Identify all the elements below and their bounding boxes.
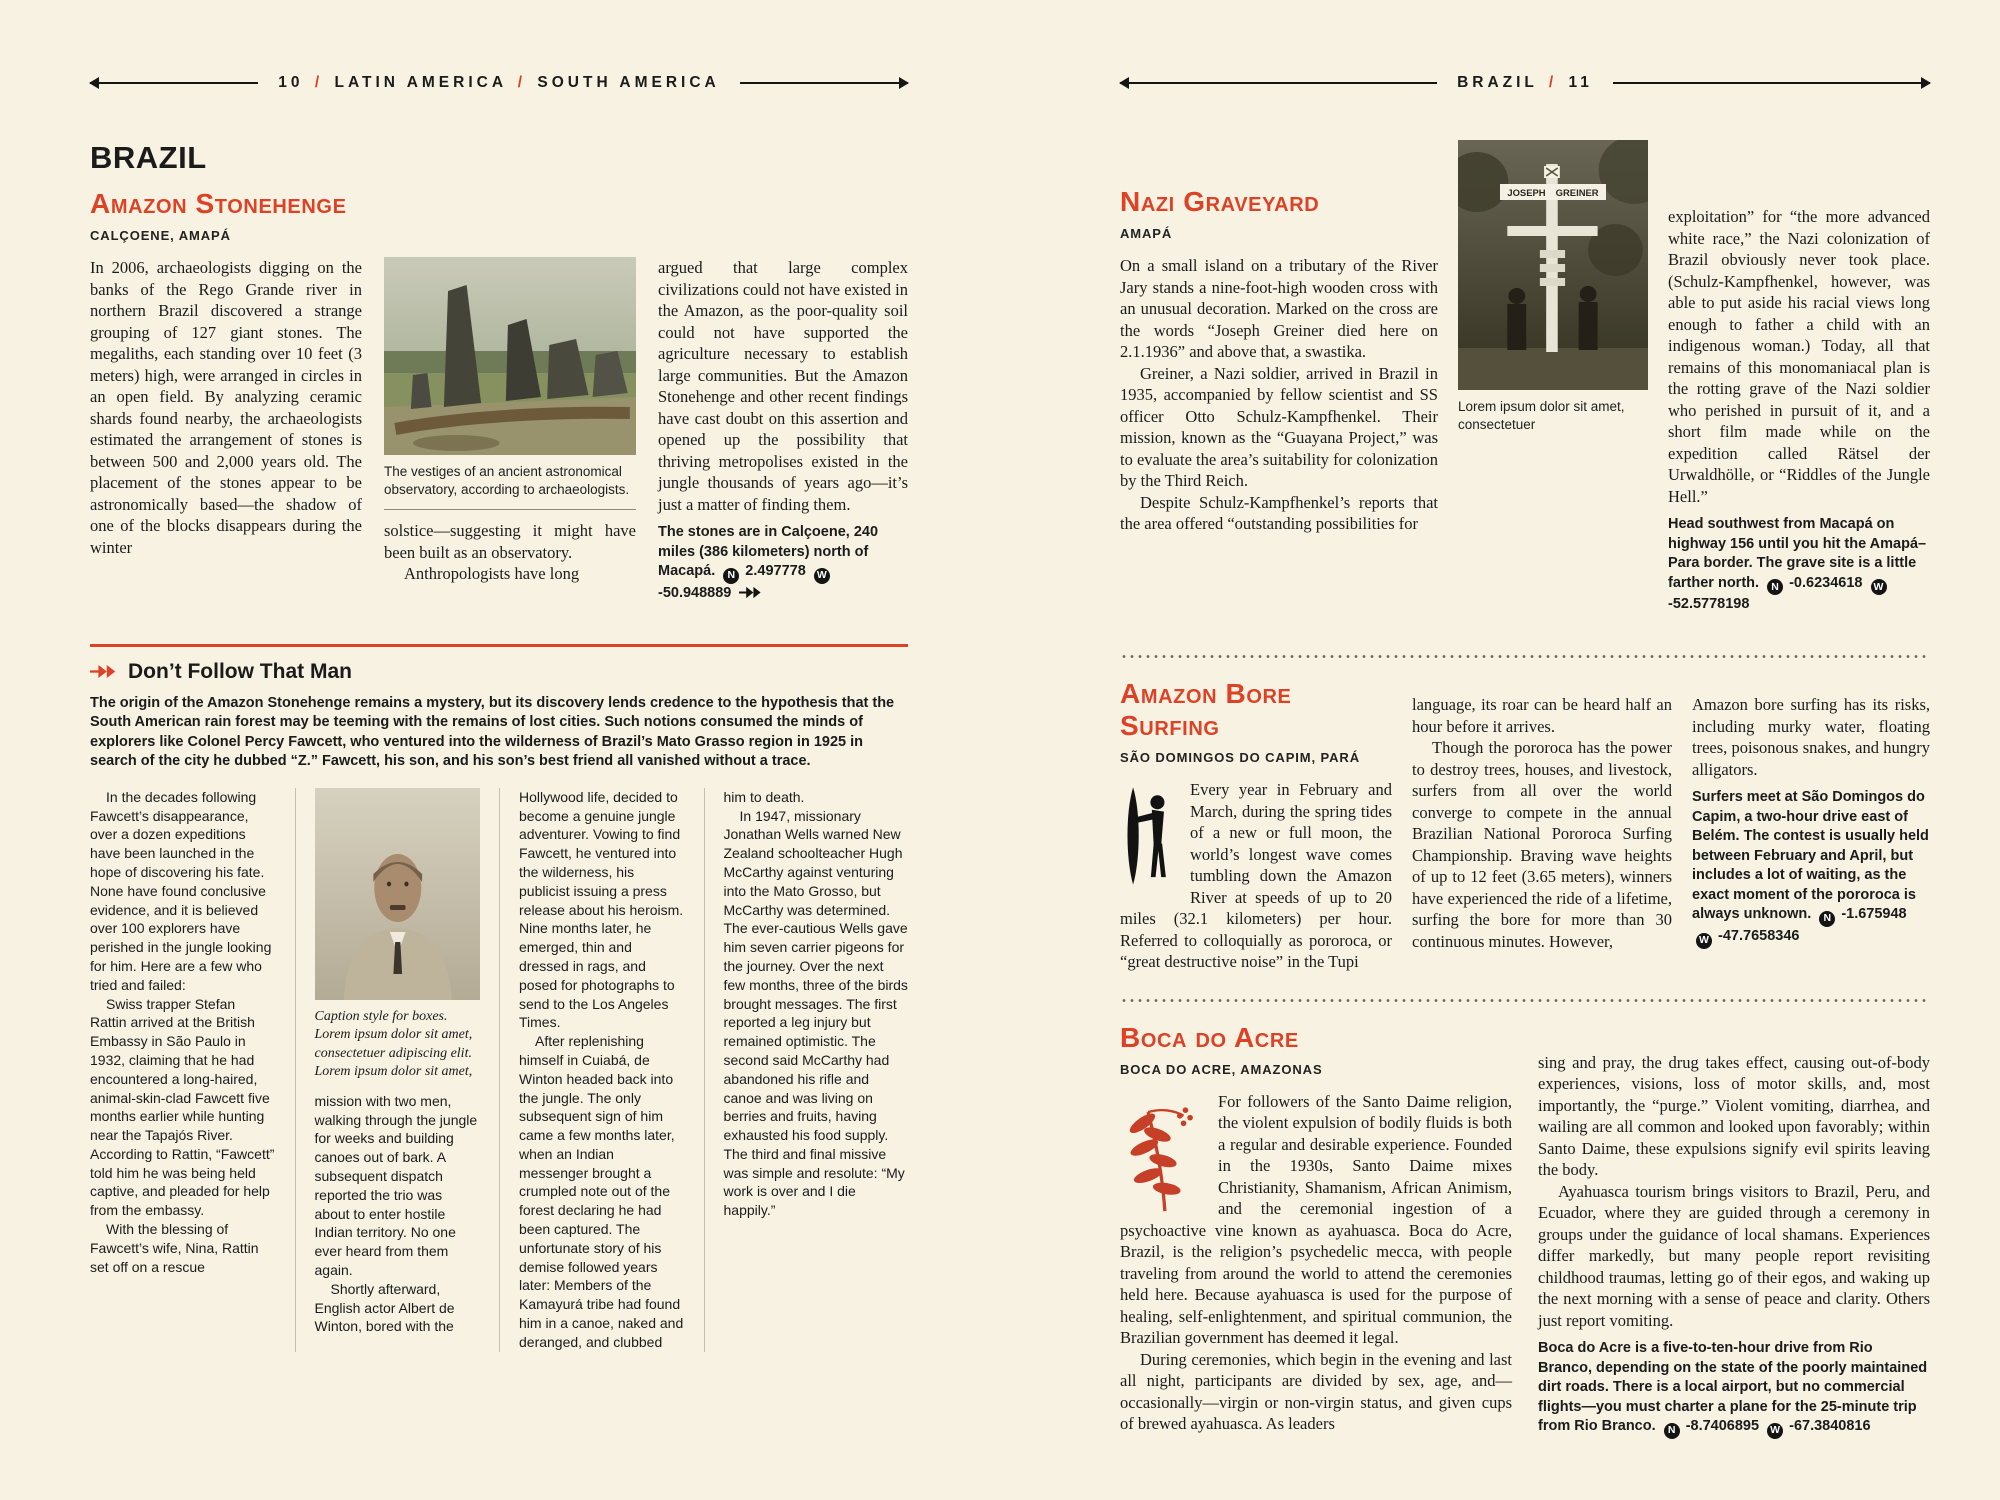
longitude-value: -67.3840816 (1789, 1418, 1871, 1435)
story-arrow-icon (90, 664, 118, 679)
latitude-value: -0.6234618 (1789, 574, 1863, 591)
latitude-badge: N (1819, 911, 1835, 927)
column (1538, 1022, 1930, 1454)
article-amazon-bore-surfing (1120, 678, 1930, 973)
entry-title: Amazon Stonehenge (90, 188, 347, 219)
dotted-divider (1120, 999, 1930, 1002)
paragraph: mission with two men, walking through the jungle for weeks and building canoes out of bark. A subsequent dispatch reported the trio was about to enter hostile Indian territory. No one ever heard from them again. (314, 1092, 478, 1278)
running-head-left (90, 74, 908, 92)
explorer-portrait-photo (315, 788, 481, 1000)
column (1412, 678, 1672, 973)
directions-text: Head southwest from Macapá on highway 156 until you hit the Amapá–Para border. The grave site is a little farther north. (1668, 516, 1927, 591)
entry-title: Amazon Bore Surfing (1120, 678, 1292, 742)
running-head-text (1457, 74, 1593, 92)
paragraph: language, its roar can be heard half an hour before it arrives. (1412, 695, 1672, 736)
latitude-value: 2.497778 (745, 563, 806, 579)
stonehenge-figure (384, 257, 636, 618)
header-arrow-right-icon (1613, 82, 1930, 84)
paragraph: him to death. (723, 788, 805, 805)
plaque-text-joseph: JOSEPH (1507, 188, 1546, 198)
paragraph: Shortly afterward, English actor Albert de Winton, bored with the (314, 1280, 455, 1335)
running-head-text (278, 74, 719, 92)
paragraph: Greiner, a Nazi soldier, arrived in Brazil in 1935, accompanied by fellow scientist and SS officer Otto Schulz-Kampfhenkel. Their mission, known as the “Guayana Project,” was to evaluate the area’s suitability for colonization by the Third Reich. (1120, 363, 1438, 490)
country-title: BRAZIL (90, 140, 207, 175)
column (1692, 678, 1930, 973)
paragraph: Though the pororoca has the power to destroy trees, houses, and livestock, surfers from all over the world converge to compete in the annual Brazilian National Pororoca Surfing Championship. Braving wave heights of up to 12 feet (3.65 meters), winners have experienced the ride of a lifetime, surfing the bore for more than 30 continuous minutes. However, (1412, 738, 1672, 951)
page-right (1120, 74, 1930, 1454)
latitude-badge: N (1767, 579, 1783, 595)
latitude-value: -8.7406895 (1685, 1418, 1760, 1435)
directions-text: Boca do Acre is a five-to-ten-hour drive from Rio Branco, depending on the state of the poorly maintained dirt roads. There is a local airport, but no commercial flights—you must charter a plane for the 25-minute trip from Rio Branco. (1538, 1340, 1928, 1435)
latitude-badge: N (1664, 1423, 1680, 1439)
paragraph: argued that large complex civilizations could not have existed in the Amazon, as the poor-quality soil could not have supported the agriculture necessary to establish large communities. But the Amazon Stonehenge and other recent findings have cast doubt on this assertion and opened up the possibility that thriving metropolises existed in the jungle thousands of years ago—it’s just a matter of finding them. (658, 258, 908, 514)
directions (1538, 1339, 1930, 1439)
paragraph: Every year in February and March, during the spring tides of a new or full moon, the world’s longest wave comes tumbling down the Amazon River at speeds of up to 20 miles (32.1 kilometers) per hour. Referred to colloquially as pororoca, or “great destructive noise” in the Tupi (1120, 780, 1392, 972)
article-amazon-stonehenge (90, 188, 908, 618)
directions (1668, 515, 1930, 615)
paragraph: Amazon bore surfing has its risks, including murky water, floating trees, poisonous snakes, and hungry alligators. (1692, 695, 1930, 779)
subsection-name: SOUTH AMERICA (537, 74, 720, 91)
longitude-badge: W (814, 568, 830, 584)
directions-text: The stones are in Calçoene, 240 miles (386 kilometers) north of Macapá. (658, 524, 879, 579)
longitude-value: -50.948889 (658, 584, 732, 601)
paragraph: In the decades following Fawcett’s disappearance, over a dozen expeditions have been launched in the hope of discovering his fate. None have found conclusive evidence, and it is believed over 100 explorers have perished in the jungle looking for him. Here are a few who tried and failed: (90, 788, 272, 993)
column (658, 257, 908, 618)
separator: / (314, 74, 324, 91)
paragraph: On a small island on a tributary of the River Jary stands a nine-foot-high wooden cross with an unusual decoration. Marked on the cross are the words “Joseph Greiner died here on 2.1.1936” and above that, a swastika. (1120, 256, 1438, 361)
paragraph: Swiss trapper Stefan Rattin arrived at the British Embassy in São Paulo in 1932, claiming that he had encountered a long-haired, animal-skin-clad Fawcett five months earlier while hunting near the Tapajós River. According to Rattin, “Fawcett” told him he was being held captive, and pleaded for help from the embassy. (90, 995, 275, 1219)
article-nazi-graveyard (1120, 140, 1930, 629)
page-number: 11 (1568, 74, 1593, 91)
nazi-grave-photo (1458, 140, 1648, 390)
longitude-value: -47.7658346 (1718, 928, 1800, 944)
separator: / (517, 74, 527, 91)
longitude-badge: W (1696, 933, 1712, 949)
entry-location: SÃO DOMINGOS DO CAPIM, PARÁ (1120, 750, 1361, 766)
paragraph: exploitation” for “the more advanced white race,” the Nazi colonization of Brazil obviously never took place. (Schulz-Kampfhenkel, however, was able to put aside his racial views long enough to father a child with an indigenous woman.) Today, all that remains of this monomaniacal plan is the rotting grave of the Nazi soldier who perished in pursuit of it, and a short film made while on the expedition called Rätsel der Urwaldhölle, or “Riddles of the Jungle Hell.” (1668, 207, 1930, 506)
plaque-text-greiner: GREINER (1555, 188, 1599, 198)
photo-caption: Lorem ipsum dolor sit amet, consectetuer (1458, 399, 1625, 432)
story-column-2 (295, 788, 500, 1352)
column (90, 257, 362, 618)
header-arrow-left-icon (1120, 82, 1437, 84)
entry-location: BOCA DO ACRE, AMAZONAS (1120, 1061, 1323, 1077)
box-photo-caption: Caption style for boxes. Lorem ipsum dolor sit amet, consectetuer adipiscing elit. Lorem ipsum dolor sit amet, (314, 1008, 473, 1080)
column (1668, 140, 1930, 629)
portrait-art (315, 788, 481, 1000)
stonehenge-photo (384, 257, 636, 455)
longitude-value: -52.5778198 (1668, 596, 1750, 613)
longitude-badge: W (1767, 1423, 1783, 1439)
grave-photo-art (1458, 140, 1648, 390)
column (1120, 678, 1392, 973)
header-arrow-left-icon (90, 82, 258, 84)
longitude-badge: W (1871, 579, 1887, 595)
paragraph: After replenishing himself in Cuiabá, de Winton headed back into the jungle. The only subsequent sign of him came a few months later, when an Indian messenger brought a crumpled note out of the forest declaring he had been captured. The unfortunate story of his demise followed years later: Members of the Kamayurá tribe had found him in a canoe, naked and deranged, and clubbed (519, 1033, 684, 1350)
directions (1692, 788, 1930, 949)
entry-location: AMAPÁ (1120, 226, 1173, 241)
paragraph: sing and pray, the drug takes effect, causing out-of-body experiences, visions, loss of motor skills, and, most importantly, the “purge.” Violent vomiting, diarrhea, and wailing are all common and looked upon favorably; within Santo Daime, these expulsions signify evil spirits leaving the body. (1538, 1052, 1930, 1180)
section-name: BRAZIL (1457, 74, 1538, 91)
column (1120, 140, 1438, 629)
page-left (90, 74, 908, 1454)
ayahuasca-plant-icon (1120, 1097, 1206, 1215)
stonehenge-photo-art (384, 257, 636, 455)
sidebar-story-box (90, 644, 908, 1352)
story-column-1 (90, 788, 295, 1352)
story-intro: The origin of the Amazon Stonehenge remains a mystery, but its discovery lends credence to the hypothesis that the South American rain forest may be teeming with the remains of lost cities. Such notions consumed the minds of explorers like Colonel Percy Fawcett, who ventured into the wilderness of Brazil’s Mato Grasso region in 1925 in search of the city he dubbed “Z.” Fawcett, his son, and his son’s best friend all vanished without a trace. (90, 694, 895, 770)
entry-title: Boca do Acre (1120, 1021, 1299, 1053)
surfer-icon (1120, 783, 1178, 889)
section-name: LATIN AMERICA (334, 74, 507, 91)
paragraph: For followers of the Santo Daime religion, the violent expulsion of bodily fluids is both a regular and desirable experience. Founded in the 1930s, Santo Daime mixes Christianity, Shamanism, African Animism, and the ceremonial ingestion of a psychoactive vine known as ayahuasca. Boca do Acre, Brazil, is the religion’s psychedelic mecca, with people traveling from around the world to attend the ceremonies held here. Because ayahuasca is used for the purpose of healing, self-enlightenment, and spiritual communion, the Brazilian government has deemed it legal. (1120, 1091, 1512, 1348)
entry-location: CALÇOENE, AMAPÁ (90, 228, 231, 243)
paragraph: In 1947, missionary Jonathan Wells warned New Zealand schoolteacher Hugh McCarthy against venturing into the Mato Grosso, but McCarthy was determined. The ever-cautious Wells gave him seven carrier pigeons for the journey. Over the next few months, three of the birds brought messages. The first reported a leg injury but remained optimistic. The second said McCarthy had abandoned his rifle and canoe and was living on berries and fruits, having exhausted his food supply. The third and final missive was simple and resolute: “My work is over and I die happily.” (723, 807, 908, 1219)
paragraph: With the blessing of Fawcett’s wife, Nina, Rattin set off on a rescue (90, 1221, 259, 1275)
latitude-badge: N (723, 568, 739, 584)
grave-figure (1458, 140, 1648, 629)
paragraph: In 2006, archaeologists digging on the banks of the Rego Grande river in northern Brazil discovered a strange grouping of 127 giant stones. The megaliths, each standing over 10 feet (3 meters) high, were arranged in circles in an open field. By analyzing ceramic shards found nearby, the archaeologists estimated the arrangement of stones is between 500 and 2,000 years old. The placement of the stones appear to be astronomically based—the shadow of one of the blocks disappears during the winter (90, 258, 362, 557)
pointer-arrow-icon (739, 586, 763, 599)
separator: / (1548, 74, 1558, 91)
entry-title: Nazi Graveyard (1120, 186, 1320, 217)
paragraph: Ayahuasca tourism brings visitors to Brazil, Peru, and Ecuador, where they are guided through a ceremony in groups under the guidance of local shamans. Experiences differ markedly, but many people report revisiting childhood traumas, letting go of their egos, and waking up the next morning with a sense of peace and clarity. Others just report vomiting. (1538, 1181, 1930, 1330)
latitude-value: -1.675948 (1841, 906, 1907, 923)
photo-caption: The vestiges of an ancient astronomical observatory, according to archaeologists. (384, 455, 636, 510)
paragraph: Hollywood life, decided to become a genuine jungle adventurer. Vowing to find Fawcett, he ventured into the wilderness, his publicist issuing a press release about his heroism. Nine months later, he emerged, thin and dressed in rags, and posed for photographs to send to the Los Angeles Times. (519, 788, 684, 1031)
header-arrow-right-icon (740, 82, 908, 84)
dotted-divider (1120, 655, 1930, 658)
running-head-right (1120, 74, 1930, 92)
column (1120, 1022, 1512, 1454)
article-boca-do-acre (1120, 1022, 1930, 1454)
directions (658, 523, 908, 603)
paragraph: Anthropologists have long (404, 564, 580, 583)
paragraph: solstice—suggesting it might have been built as an observatory. (384, 521, 636, 562)
story-column-4 (704, 788, 909, 1352)
page-number: 10 (278, 74, 304, 91)
paragraph: Despite Schulz-Kampfhenkel’s reports that the area offered “outstanding possibilities for (1120, 492, 1438, 533)
paragraph: During ceremonies, which begin in the evening and last all night, participants are divided by sex, age, and—occasionally—virgin or non-virgin status, and given cups of brewed ayahuasca. As leaders (1120, 1349, 1512, 1434)
story-column-3 (499, 788, 704, 1352)
story-title: Don’t Follow That Man (128, 659, 352, 683)
directions-text: Surfers meet at São Domingos do Capim, a two-hour drive east of Belém. The contest is usually held between February and April, but includes a lot of waiting, as the exact moment of the pororoca is always unknown. (1692, 789, 1929, 923)
